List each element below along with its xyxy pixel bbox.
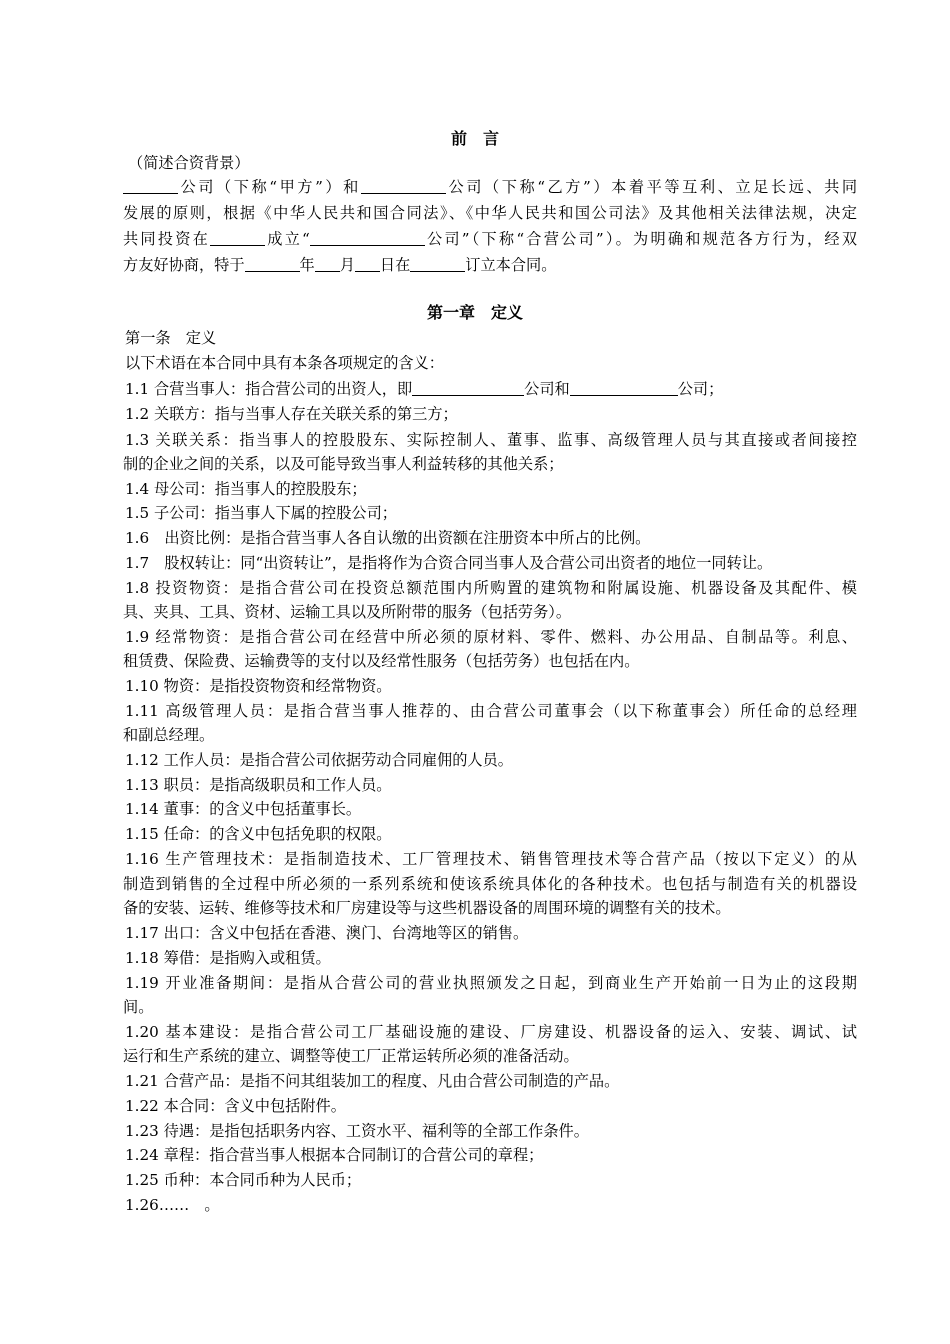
definition-item: 1.25 币种：本合同币种为人民币； xyxy=(125,1171,362,1189)
definition-item: 1.7 股权转让：同“出资转让”，是指将作为合资合同当事人及合营公司出资者的地位一同转让。 xyxy=(125,554,773,572)
definition-item: 1.2 关联方：指与当事人存在关联关系的第三方； xyxy=(125,405,458,423)
preface-paragraph-line: 方友好协商，特于 年 月 日在 订立本合同。 xyxy=(123,256,557,274)
definition-item-cont: 租赁费、保险费、运输费等的支付以及经常性服务（包括劳务）也包括在内。 xyxy=(123,652,640,670)
definition-item: 1.20 基本建设：是指合营公司工厂基础设施的建设、厂房建设、机器设备的运入、安装、调试、试 xyxy=(125,1023,857,1041)
definition-item: 1.9 经常物资：是指合营公司在经营中所必须的原材料、零件、燃料、办公用品、自制品等。利息、 xyxy=(125,628,857,646)
definition-item-cont: 和副总经理。 xyxy=(123,726,215,744)
definition-item-cont: 运行和生产系统的建立、调整等使工厂正常运转所必须的准备活动。 xyxy=(123,1047,579,1065)
definition-item: 1.14 董事：的含义中包括董事长。 xyxy=(125,800,362,818)
definition-item: 1.23 待遇：是指包括职务内容、工资水平、福利等的全部工作条件。 xyxy=(125,1122,589,1140)
definition-item: 1.18 筹借：是指购入或租赁。 xyxy=(125,949,331,967)
definition-item: 1.26…… 。 xyxy=(125,1196,220,1214)
definition-item: 1.15 任命：的含义中包括免职的权限。 xyxy=(125,825,392,843)
definition-item: 1.11 高级管理人员：是指合营当事人推荐的、由合营公司董事会（以下称董事会）所任命的总经理 xyxy=(125,702,857,720)
definition-item: 1.6 出资比例：是指合营当事人各自认缴的出资额在注册资本中所占的比例。 xyxy=(125,529,651,547)
definition-item: 1.13 职员：是指高级职员和工作人员。 xyxy=(125,776,392,794)
definition-item: 1.8 投资物资：是指合营公司在投资总额范围内所购置的建筑物和附属设施、机器设备及其配件、模 xyxy=(125,579,857,597)
article-heading: 第一条 定义 xyxy=(125,329,217,347)
definition-item: 1.17 出口：含义中包括在香港、澳门、台湾地等区的销售。 xyxy=(125,924,529,942)
definition-item: 1.24 章程：指合营当事人根据本合同制订的合营公司的章程； xyxy=(125,1146,544,1164)
chapter-title: 第一章 定义 xyxy=(426,303,523,322)
preface-paragraph-line: 公司（下称“甲方”）和 公司（下称“乙方”）本着平等互利、立足长远、共同 xyxy=(123,175,857,199)
definition-item: 1.12 工作人员：是指合营公司依据劳动合同雇佣的人员。 xyxy=(125,751,513,769)
definition-item: 1.5 子公司：指当事人下属的控股公司； xyxy=(125,504,397,522)
definition-intro: 以下术语在本合同中具有本条各项规定的含义： xyxy=(125,354,444,372)
definition-item: 1.3 关联关系：指当事人的控股股东、实际控制人、董事、监事、高级管理人员与其直接或者间接控 xyxy=(125,431,857,449)
definition-item-cont: 具、夹具、工具、资材、运输工具以及所附带的服务（包括劳务）。 xyxy=(123,603,572,621)
definition-item: 1.1 合营当事人：指合营公司的出资人，即 公司和 公司； xyxy=(125,380,724,398)
preface-title: 前 言 xyxy=(450,129,499,148)
definition-item-cont: 间。 xyxy=(123,998,154,1016)
definition-item: 1.22 本合同：含义中包括附件。 xyxy=(125,1097,346,1115)
preface-paragraph-line: 共同投资在 成立“ 公司”（下称“合营公司”）。为明确和规范各方行为，经双 xyxy=(123,230,858,248)
definition-item: 1.19 开业准备期间：是指从合营公司的营业执照颁发之日起，到商业生产开始前一日为止的这段期 xyxy=(125,974,857,992)
definition-item: 1.16 生产管理技术：是指制造技术、工厂管理技术、销售管理技术等合营产品（按以下定义）的从 xyxy=(125,850,857,868)
definition-item: 1.10 物资：是指投资物资和经常物资。 xyxy=(125,677,392,695)
definition-item: 1.21 合营产品：是指不问其组装加工的程度、凡由合营公司制造的产品。 xyxy=(125,1072,620,1090)
definition-item-cont: 备的安装、运转、维修等技术和厂房建设等与这些机器设备的周围环境的调整有关的技术。 xyxy=(123,899,731,917)
definition-item-cont: 制造到销售的全过程中所必须的一系列系统和使该系统具体化的各种技术。也包括与制造有关的机器设 xyxy=(123,875,857,893)
preface-subtitle: （简述合资背景） xyxy=(128,154,250,172)
preface-paragraph-line: 发展的原则，根据《中华人民共和国合同法》、《中华人民共和国公司法》及其他相关法律法规，决定 xyxy=(123,204,857,222)
definition-item-cont: 制的企业之间的关系，以及可能导致当事人利益转移的其他关系； xyxy=(123,455,564,473)
definition-item: 1.4 母公司：指当事人的控股股东； xyxy=(125,480,367,498)
